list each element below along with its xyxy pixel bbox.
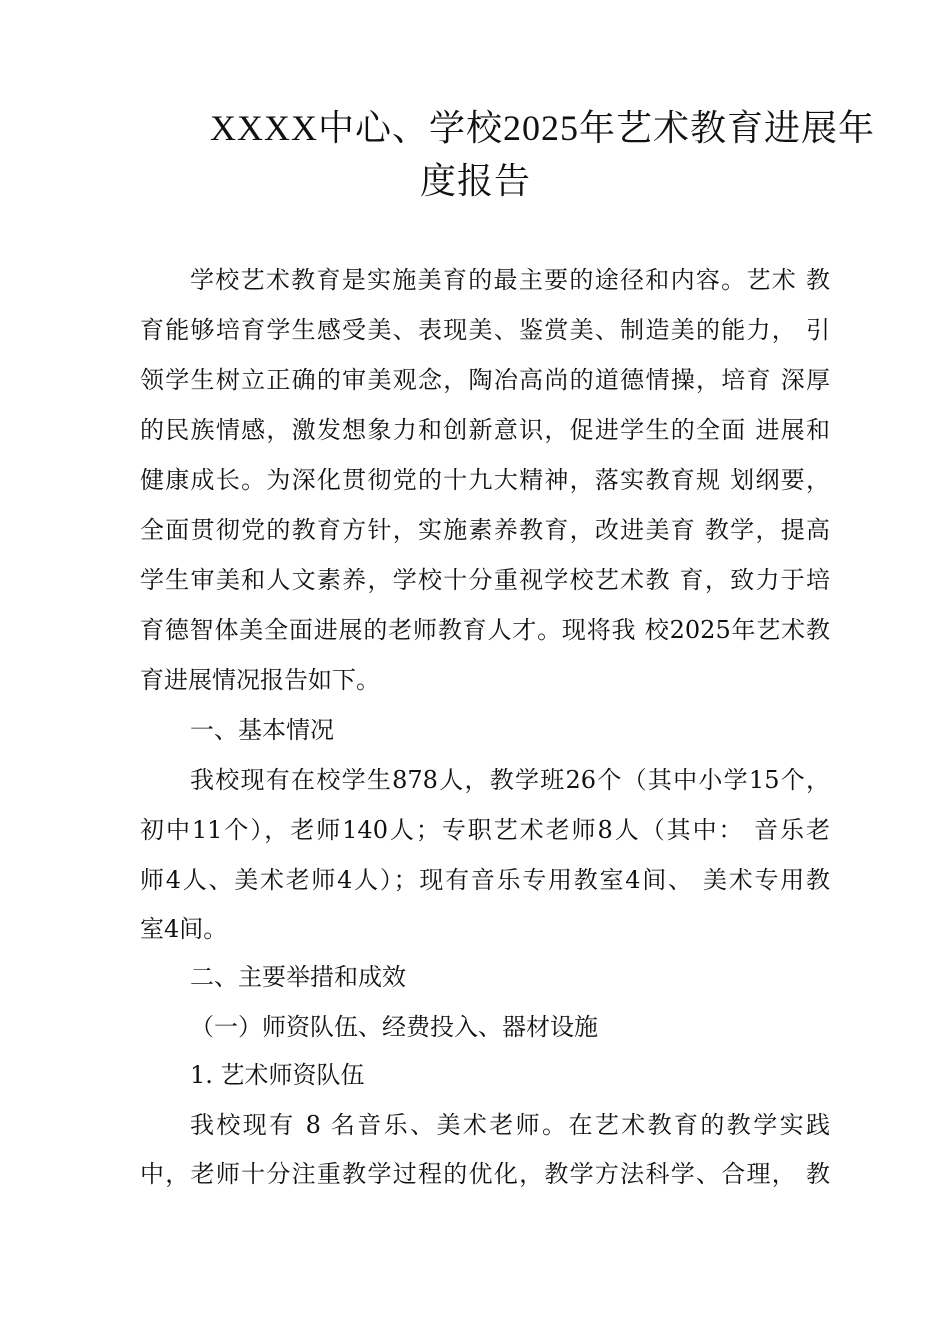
item-heading-art-teachers: 1. 艺术师资队伍: [190, 1061, 365, 1089]
paragraph-1-line-3: 领学生树立正确的审美观念，陶冶高尚的道德情操，培育 深厚: [140, 366, 830, 394]
subsection-heading-teachers: （一）师资队伍、经费投入、器材设施: [190, 1013, 598, 1041]
paragraph-2-line-1: 我校现有在校学生878人，教学班26个（其中小学15个，: [190, 766, 830, 794]
paragraph-1-line-8: 育德智体美全面进展的老师教育人才。现将我 校2025年艺术教: [140, 616, 830, 644]
section-heading-basic: 一、基本情况: [190, 716, 334, 744]
paragraph-3-line-2: 中，老师十分注重教学过程的优化，教学方法科学、合理， 教: [140, 1160, 830, 1188]
paragraph-3-line-1: 我校现有 8 名音乐、美术老师。在艺术教育的教学实践: [190, 1111, 830, 1139]
paragraph-2-line-2: 初中11个），老师140人；专职艺术老师8人（其中： 音乐老: [140, 816, 830, 844]
paragraph-1-line-7: 学生审美和人文素养，学校十分重视学校艺术教 育，致力于培: [140, 566, 830, 594]
paragraph-1-line-4: 的民族情感，激发想象力和创新意识，促进学生的全面 进展和: [140, 416, 830, 444]
section-heading-measures: 二、主要举措和成效: [190, 963, 406, 991]
paragraph-2-line-3: 师4人、美术老师4人）；现有音乐专用教室4间、 美术专用教: [140, 866, 830, 894]
paragraph-1-line-6: 全面贯彻党的教育方针，实施素养教育，改进美育 教学，提高: [140, 516, 830, 544]
paragraph-1-line-9: 育进展情况报告如下。: [140, 666, 380, 694]
document-title-line-1: XXXX中心、学校2025年艺术教育进展年: [210, 108, 875, 148]
document-title-line-2: 度报告: [420, 161, 532, 201]
paragraph-1-line-5: 健康成长。为深化贯彻党的十九大精神，落实教育规 划纲要，: [140, 466, 830, 494]
paragraph-1-line-2: 育能够培育学生感受美、表现美、鉴赏美、制造美的能力， 引: [140, 316, 830, 344]
paragraph-1-line-1: 学校艺术教育是实施美育的最主要的途径和内容。艺术 教: [190, 266, 830, 294]
paragraph-2-line-4: 室4间。: [140, 915, 228, 943]
